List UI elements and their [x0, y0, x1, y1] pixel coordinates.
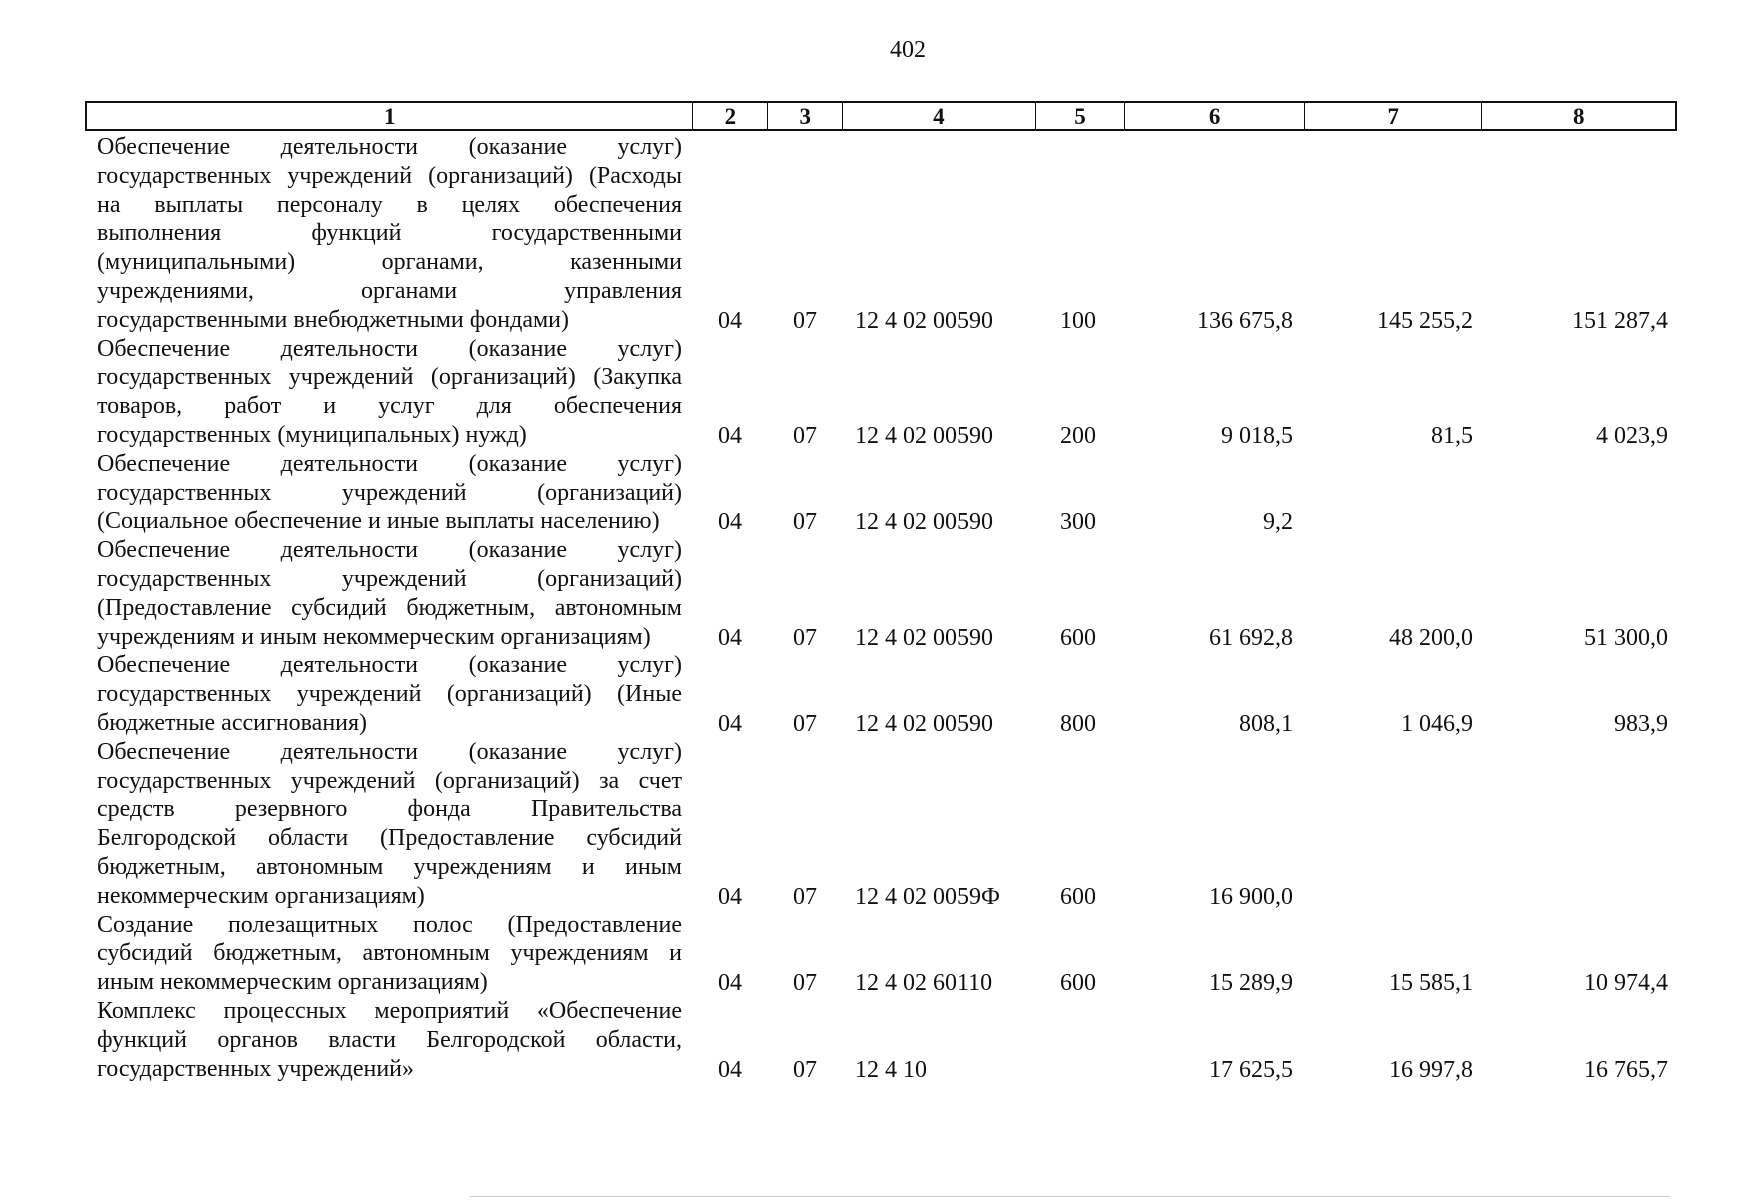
cell-c5: 600 [1060, 970, 1096, 997]
cell-c6: 16 900,0 [1209, 883, 1293, 910]
cell-c4: 12 4 10 [855, 1056, 927, 1083]
header-col-3: 3 [768, 103, 843, 129]
header-col-7: 7 [1305, 103, 1483, 129]
cell-c2: 04 [718, 1056, 742, 1083]
cell-c7: 81,5 [1431, 422, 1473, 449]
row-description [97, 651, 682, 737]
cell-c8: 151 287,4 [1572, 307, 1668, 334]
cell-c4: 12 4 02 00590 [855, 307, 993, 334]
cell-c7: 48 200,0 [1389, 624, 1473, 651]
cell-c2: 04 [718, 624, 742, 651]
header-col-1: 1 [87, 103, 693, 129]
row-description [97, 738, 682, 911]
cell-c4: 12 4 02 00590 [855, 509, 993, 536]
cell-c7: 1 046,9 [1401, 710, 1473, 737]
description-line: государственными внебюджетными фондами) [97, 306, 570, 333]
cell-c3: 07 [793, 710, 817, 737]
header-col-5: 5 [1036, 103, 1126, 129]
description-line: выполнения функций государственными [97, 220, 682, 247]
description-line: Белгородской области (Предоставление субсидий [97, 825, 682, 852]
cell-c7: 15 585,1 [1389, 970, 1473, 997]
cell-c2: 04 [718, 710, 742, 737]
cell-c2: 04 [718, 422, 742, 449]
cell-c2: 04 [718, 970, 742, 997]
description-line: иным некоммерческим организациям) [97, 969, 488, 996]
description-line: государственных учреждений (организаций) [97, 565, 682, 592]
cell-c6: 136 675,8 [1197, 307, 1293, 334]
cell-c3: 07 [793, 422, 817, 449]
cell-c3: 07 [793, 883, 817, 910]
cell-c6: 61 692,8 [1209, 624, 1293, 651]
description-line: Обеспечение деятельности (оказание услуг) [97, 450, 682, 477]
page-number: 402 [890, 37, 926, 63]
header-col-2: 2 [693, 103, 768, 129]
description-line: государственных учреждений (организаций) (Иные [97, 681, 682, 708]
description-line: Комплекс процессных мероприятий «Обеспечение [97, 998, 682, 1024]
cell-c5: 300 [1060, 509, 1096, 536]
description-line: субсидий бюджетным, автономным учреждениям и [97, 940, 682, 967]
cell-c4: 12 4 02 00590 [855, 422, 993, 449]
cell-c6: 9 018,5 [1221, 422, 1293, 449]
description-line: некоммерческим организациям) [97, 882, 425, 909]
description-line: средств резервного фонда Правительства [97, 796, 682, 823]
description-line: государственных учреждений» [97, 1055, 415, 1082]
description-line: Обеспечение деятельности (оказание услуг) [97, 537, 682, 564]
cell-c5: 200 [1060, 422, 1096, 449]
cell-c5: 800 [1060, 710, 1096, 737]
row-description [97, 133, 682, 335]
cell-c4: 12 4 02 00590 [855, 710, 993, 737]
header-col-4: 4 [843, 103, 1036, 129]
description-line: государственных учреждений (организаций) [97, 479, 682, 506]
cell-c5: 600 [1060, 624, 1096, 651]
description-line: государственных учреждений (организаций) (Закупка [97, 364, 682, 391]
description-line: государственных учреждений (организаций) (Расходы [97, 162, 682, 189]
bottom-rule [470, 1196, 1670, 1197]
cell-c3: 07 [793, 307, 817, 334]
description-line: бюджетным, автономным учреждениям и иным [97, 853, 682, 880]
description-line: государственных учреждений (организаций) за счет [97, 767, 682, 794]
cell-c5: 100 [1060, 307, 1096, 334]
description-line: товаров, работ и услуг для обеспечения [97, 393, 682, 420]
cell-c3: 07 [793, 624, 817, 651]
cell-c2: 04 [718, 509, 742, 536]
cell-c3: 07 [793, 509, 817, 536]
cell-c6: 17 625,5 [1209, 1056, 1293, 1083]
cell-c4: 12 4 02 60110 [855, 970, 993, 997]
description-line: учреждениям и иным некоммерческим организациям) [97, 623, 651, 650]
cell-c6: 808,1 [1239, 710, 1293, 737]
cell-c8: 51 300,0 [1584, 624, 1668, 651]
cell-c2: 04 [718, 883, 742, 910]
description-line: учреждениями, органами управления [97, 277, 682, 304]
cell-c6: 9,2 [1263, 509, 1293, 536]
table-header [85, 101, 1677, 131]
description-line: (Предоставление субсидий бюджетным, автономным [97, 594, 682, 621]
description-line: Обеспечение деятельности (оказание услуг) [97, 738, 682, 765]
description-line: Обеспечение деятельности (оказание услуг) [97, 652, 682, 679]
description-line: бюджетные ассигнования) [97, 709, 368, 736]
cell-c3: 07 [793, 1056, 817, 1083]
cell-c6: 15 289,9 [1209, 970, 1293, 997]
row-description [97, 335, 682, 450]
cell-c7: 145 255,2 [1377, 307, 1473, 334]
cell-c8: 10 974,4 [1584, 970, 1668, 997]
row-description [97, 450, 682, 536]
cell-c4: 12 4 02 00590 [855, 624, 993, 651]
cell-c5: 600 [1060, 883, 1096, 910]
cell-c8: 4 023,9 [1596, 422, 1668, 449]
row-description [97, 911, 682, 997]
description-line: на выплаты персоналу в целях обеспечения [97, 191, 682, 218]
cell-c8: 983,9 [1614, 710, 1668, 737]
cell-c4: 12 4 02 0059Ф [855, 883, 1000, 910]
description-line: (муниципальными) органами, казенными [97, 249, 682, 276]
header-col-8: 8 [1572, 104, 1585, 129]
header-col-6: 6 [1125, 103, 1305, 129]
row-description [97, 997, 682, 1083]
description-line: Обеспечение деятельности (оказание услуг) [97, 134, 682, 160]
cell-c7: 16 997,8 [1389, 1056, 1473, 1083]
description-line: Обеспечение деятельности (оказание услуг) [97, 335, 682, 362]
description-line: функций органов власти Белгородской области, [97, 1026, 682, 1053]
cell-c2: 04 [718, 307, 742, 334]
cell-c3: 07 [793, 970, 817, 997]
cell-c8: 16 765,7 [1584, 1056, 1668, 1083]
description-line: Создание полезащитных полос (Предоставление [97, 911, 682, 938]
description-line: (Социальное обеспечение и иные выплаты населению) [97, 508, 660, 535]
description-line: государственных (муниципальных) нужд) [97, 421, 527, 448]
row-description [97, 536, 682, 651]
